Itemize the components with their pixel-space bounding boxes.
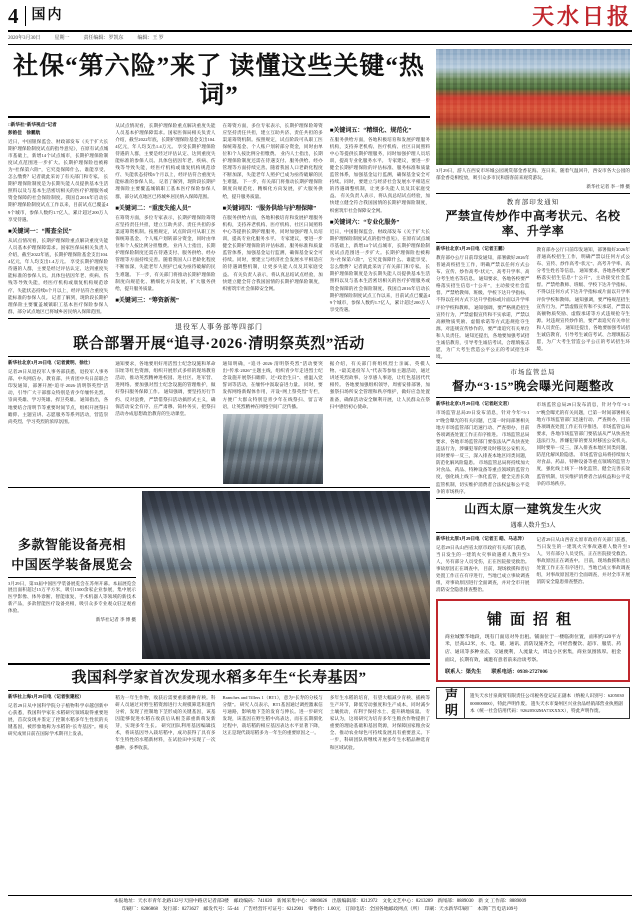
exam-rule bbox=[436, 242, 630, 243]
divider-2 bbox=[8, 487, 430, 488]
rice-col-3 bbox=[223, 694, 323, 751]
memorial-columns bbox=[8, 360, 430, 484]
lead-text-4b: 近日，中国银保监会、财政部发布《关于扩大长期护理保险制度试点的指导意见》，在原有试点城市基础上，新增14个试点城市，长期护理保险制度试点范围进一步扩大。长期护理保险也被称为“社保第六险”，它究竟保障什么、谁能享受、怎么缴费？记者就此采访了有关部门和专家。 长期护理保险制度是为长期失能人员提供基本生活照料以及与基本生活密切相关的医疗护理服务或资金保障的社会保险制度。我国自2016年启动长期护理保险制度试点工作以来，目前试点已覆盖49个城市，参保人数约1.7亿人，累计超过200万人享受待遇。 bbox=[329, 228, 430, 312]
lead-col-2 bbox=[115, 122, 215, 316]
issue-meta bbox=[8, 32, 632, 45]
issue-weekday: 星期一 bbox=[54, 36, 70, 41]
declaration-title-wrap bbox=[437, 688, 465, 718]
lead-text-4: 在服务供给方面，各地积极培育和发展护理服务机构，支持养老机构、医疗机构、社区日间照料中心等提供长期护理服务，同时加强护理人员培训，提高专业化服务水平。 专家建议，要进一步健全长期护理保险的评估标准、服务标准和质量监管体系，加强基金运行监测，确保基金安全可持续。同时，要建立与经济社会发展水平相适应的待遇调整机制，让更多失能人员及其家庭受益。 有关负责人表示，将认真总结试点经验，加快建立健全符合我国国情的长期护理保险制度，织密筑牢社会保障安全网。 bbox=[329, 136, 430, 213]
ad-title: 铺面招租 bbox=[486, 611, 579, 628]
lead-text-3b: 在服务供给方面，各地积极培育和发展护理服务机构，支持养老机构、医疗机构、社区日间照料中心等提供长期护理服务，同时加强护理人员培训，提高专业化服务水平。 专家建议，要进一步健全长期护理保险的评估标准、服务标准和质量监管体系，加强基金运行监测，确保基金安全可持续。同时，要建立与经济社会发展水平相适应的待遇调整机制，让更多失能人员及其家庭受益。 有关负责人表示，将认真总结试点经验，加快建立健全符合我国国情的长期护理保险制度，织密筑牢社会保障安全网。 bbox=[222, 214, 323, 291]
lead-col-1 bbox=[8, 122, 108, 316]
rice-col-2 bbox=[115, 694, 215, 751]
lead-reporters: 彭韵佳 徐鹏航 bbox=[8, 129, 41, 135]
lead-text-1b: 从试点情况看，长期护理保险重点解决重度失能人员基本护理保障需求。国家医保局相关负责人介绍，截至2022年底，长期护理保险基金支出104.4亿元，年人均支出1.4万元。 享受长期护理保险待遇的人群，主要是经过评估认定、达到重度失能标准的参保人员。具体包括因年老、疾病、伤残等导致失能，经医疗机构或康复机构规范诊疗、失能状态持续6个月以上，经评估符合重度失能标准的参保人员。 记者了解到，现阶段长期护理保险主要覆盖城镇职工基本医疗保险参保人群，部分试点地区已将城乡居民纳入保障范围。 bbox=[8, 237, 109, 314]
exam-kicker: 教育部印发通知 bbox=[506, 198, 560, 206]
left-zone bbox=[8, 49, 430, 751]
memorial-col-3 bbox=[223, 360, 323, 484]
rice-rule bbox=[8, 690, 430, 691]
ad-contact-value-2: 0938-2727006 bbox=[517, 669, 548, 676]
exam-text: 教育部办公厅日前印发通知，部署做好2026年普通高校招生工作，明确严禁以任何方式公布、宣传、炒作高考“状元”、高考升学率、高分考生姓名等信息。 通知要求，各地各校要严格落实招生信息“十公开”，主动接受社会监督。严禁给教师、班级、学校下达升学指标，不得以任何方式下达升学指标或片面以升学率评价学校和教师。 通知强调，要严格规范招生宣传行为，严禁虚假宣传和不实承诺，严禁以高额物质奖励、虚假承诺等方式违规抢夺生源。对违规宣传炒作的，要严肃追究有关单位和人员责任。 通知还提出，各地要加强考试招生诚信教育，引导考生诚信考试、合理填报志愿，为广大考生营造公平公正的考试招生环境。 bbox=[436, 254, 530, 360]
ad-text: 商业城繁华地段，现有门面房对外出租。铺面位于一楼临街位置，面积约120平方米，层高4.2米，水、电、暖、通讯、消防设施齐全，可经营餐饮、超市、服装、药店、通讯等多种业态，交通便利，人流量大，周边小区密集，商业氛围浓厚。租金面议，长期有效，诚邀有意者前来洽谈考察。 bbox=[445, 634, 621, 663]
supervise-story bbox=[436, 367, 630, 494]
memorial-text-3: 通知明确，“追寻·2026·清明祭英烈”活动要突出“传承·2026”主题主线，组织青少年走进烈士纪念设施开展祭扫瞻仰、过“政治生日”、重温入党誓词等活动，在缅怀中汲取奋进力量。 同时，要发挥网络新媒体作用，开设“网上祭英烈”专栏，方便广大群众特别是青少年在线祭扫、留言寄语，让英烈精神在网络空间广泛传播。 bbox=[222, 361, 323, 409]
rice-text-3: Branches and Tillers 1（BT1），意为“长寿的分枝与分蘖”。 研究人员表示，BT1基因通过调控激素信号通路，影响地下茎的发育与伸长。进一步研究发现，该基因在野生稻中高表达，而在长期驯化过程中，栽培稻的相应基因表达水平显著下降，这正是现代栽培稻多为一年生的重要原因之一。 bbox=[222, 694, 323, 736]
ad-contact-phone bbox=[491, 668, 547, 675]
rental-ad bbox=[436, 599, 630, 683]
memorial-text-2: 通知要求，各地要用好用活烈士纪念设施和革命旧址等红色资源，组织开展形式多样的现场教育活动，推动英烈精神进校园、进社区、进军营、进网络。要加强对烈士纪念设施的管理维护，做好祭扫服务保障工作。 通知强调，要坚持厉行节约、反对浪费，严禁借祭扫活动搞形式主义，确保活动安全有序、庄严肃穆、简朴务实，把祭扫活动办成思想政治教育的生动课堂。 bbox=[115, 361, 216, 416]
issue-editor: 编辑：王 罗 bbox=[137, 36, 164, 41]
expo-feature bbox=[8, 491, 430, 659]
declaration-box bbox=[436, 687, 630, 719]
lead-headline: 社保“第六险”来了 读懂这些关键“热词” bbox=[13, 53, 425, 109]
supervise-col-1 bbox=[436, 401, 530, 494]
tulip-credit: 新华社记者 李一博 摄 bbox=[586, 183, 630, 189]
rice-headline: 我国科学家首次发现水稻多年生“长寿基因” bbox=[71, 669, 367, 686]
declaration-title: 声明 bbox=[443, 688, 458, 719]
masthead-right bbox=[532, 6, 632, 28]
lead-subhead-1: ■关键词一：“需查全民” bbox=[8, 228, 72, 235]
lead-text-2: 从试点情况看，长期护理保险重点解决重度失能人员基本护理保障需求。国家医保局相关负责人介绍，截至2022年底，长期护理保险基金支出104.4亿元，年人均支出1.4万元。 享受长期护理保险待遇的人群，主要是经过评估认定、达到重度失能标准的参保人员。具体包括因年老、疾病、伤残等导致失能，经医疗机构或康复机构规范诊疗、失能状态持续6个月以上，经评估符合重度失能标准的参保人员。 记者了解到，现阶段长期护理保险主要覆盖城镇职工基本医疗保险参保人群，部分试点地区已将城乡居民纳入保障范围。 bbox=[115, 122, 216, 199]
rice-col-4 bbox=[330, 694, 430, 751]
lead-subhead-6: ■关键词六：“专业化服务” bbox=[329, 219, 400, 226]
rice-dateline: 新华社上海3月29日电（记者张建松） bbox=[8, 693, 84, 699]
lead-byline: □新华社“新华视点”记者 bbox=[8, 121, 57, 127]
section-name: 国内 bbox=[31, 8, 64, 23]
fire-col-1 bbox=[436, 536, 530, 594]
lead-columns bbox=[8, 122, 430, 316]
memorial-photo bbox=[223, 414, 323, 484]
expo-rule bbox=[8, 577, 136, 578]
exam-columns bbox=[436, 246, 630, 361]
divider-r2 bbox=[436, 363, 630, 364]
fire-rule bbox=[436, 532, 630, 533]
supervise-text-2: 市场监管总局29日发布消息，针对今年“3·15”晚会曝光的有关问题，已第一时间部署相关地方市场监管部门迅速行动、严查彻办，目前各项调查处置工作正有序推进。 市场监管总局要求，各地市场监管部门要依法从严从快查处违法行为，涉嫌犯罪的要及时移送公安机关。同时要举一反三，深入排查本地区同类问题，防范化解风险隐患。 市场监管总局将持续加大对食品、药品、特种设备等重点领域的监管力度，强化线上线下一体化监管，健全完善长效监管机制，切实维护消费者合法权益和公平竞争的市场秩序。 bbox=[536, 402, 630, 486]
memorial-col-4 bbox=[330, 360, 430, 484]
rice-columns bbox=[8, 694, 430, 751]
rice-story bbox=[8, 669, 430, 751]
paper-name: 天水日报 bbox=[531, 4, 632, 29]
fire-subtitle: 遇难人数升至3人 bbox=[510, 522, 556, 529]
footer-line-2: 印刷厂：8286868 发行部：8273627 邮发代号：55-44 广告经营许可证号：6212901 零售价：1.00元 订阅电话：全国各地邮政网点（所） 印刷：天水新华印刷厂 本期广告电话109号 bbox=[121, 906, 519, 912]
fire-text: 记者29日从山西省太原市政府有关部门获悉，当日发生的一建筑火灾事故遇难人数升至3人，另有部分人员受伤，正在医院接受救治。事故原因正在调查中。 目前，现场救援和善后处置工作正在有序进行，当地已成立事故调查组，对事故原因进行全面调查，并对全市开展消防安全隐患排查整治。 bbox=[436, 544, 530, 593]
lead-col-3 bbox=[223, 122, 323, 316]
fire-columns bbox=[436, 536, 630, 594]
issue-date: 2020年3月30日 bbox=[8, 36, 41, 41]
ad-contact-person bbox=[445, 668, 481, 675]
page-number: 4 bbox=[8, 4, 19, 28]
lead-text-3: 在筹资方面，多位专家表示，长期护理保险筹资应坚持责任共担，建立互助共济、责任共担的多渠道筹资机制。按照规定，试点阶段可从职工医保统筹基金、个人账户划转部分资金，同时由单位和个人按比例分担缴费。 业内人士指出，长期护理保险制度还需在待遇支付、服务供给、经办管理等方面持续完善。随着我国人口老龄化程度不断加深，失能老年人照护已成为亟待破解的民生难题。 下一步，有关部门将推动长期护理保险制度向规范化、精细化方向发展，扩大服务供给，提升服务质量。 bbox=[222, 122, 323, 199]
expo-text-block bbox=[8, 491, 136, 659]
fire-story bbox=[436, 502, 630, 594]
exam-text-2: 教育部办公厅日前印发通知，部署做好2026年普通高校招生工作，明确严禁以任何方式公布、宣传、炒作高考“状元”、高考升学率、高分考生姓名等信息。 通知要求，各地各校要严格落实招生信息“十公开”，主动接受社会监督。严禁给教师、班级、学校下达升学指标，不得以任何方式下达升学指标或片面以升学率评价学校和教师。 通知强调，要严格规范招生宣传行为，严禁虚假宣传和不实承诺，严禁以高额物质奖励、虚假承诺等方式违规抢夺生源。对违规宣传炒作的，要严肃追究有关单位和人员责任。 通知还提出，各地要加强考试招生诚信教育，引导考生诚信考试、合理填报志愿，为广大考生营造公平公正的考试招生环境。 bbox=[536, 246, 630, 352]
lead-subhead-3: ■关键词三：“筹资新规” bbox=[115, 297, 179, 304]
lead-subhead-2: ■关键词二：“重度失能人员” bbox=[115, 205, 191, 212]
expo-photo bbox=[142, 491, 430, 659]
issue-editor-resp: 责任编辑：罗凯东 bbox=[83, 36, 124, 41]
tulip-caption: 3月29日，游人在西安市环城公园观赏郁金香花海。连日来，随着气温回升，西安市各大公园的郁金香竞相绽放，吸引众多市民和游客前来观赏游玩。 bbox=[436, 168, 630, 180]
supervise-columns bbox=[436, 401, 630, 494]
exam-headline: 严禁宣传炒作中高考状元、名校率、升学率 bbox=[445, 208, 621, 238]
supervise-kicker: 市场监管总局 bbox=[510, 369, 556, 377]
tulip-photo-block bbox=[436, 49, 630, 190]
lead-story bbox=[8, 53, 430, 315]
lead-subhead-4: ■关键词四：“服务供给与护理保障” bbox=[222, 205, 317, 212]
expo-caption: 3月29日，第33届中国医学装备展览会在苏州开幕。本届展览会展出面积超过15万平方米，吸引1500余家企业参展，集中展示医学影像、体外诊断、智能康复、手术机器人等领域的新技术新产品，多款智能医疗设备亮相，吸引众多专业观众驻足观看体验。 bbox=[8, 580, 136, 614]
lead-rule bbox=[8, 116, 430, 118]
masthead-divider bbox=[25, 6, 26, 26]
rice-text-1: 记者29日从中国科学院分子植物科学卓越创新中心获悉，我国科学家在水稻研究领域取得重要进展，首次发现并鉴定了控制水稻多年生性状的关键基因，被形象地称为水稻的“长寿基因”。相关研究成果日前在国际学术期刊上发表。 bbox=[8, 702, 109, 737]
masthead bbox=[8, 6, 632, 32]
memorial-text-1: 记者29日从退役军人事务部获悉，退役军人事务部、中央网信办、教育部、共青团中央日前联合印发通知，部署开展“追寻·2026·清明祭英烈”活动，引导广大干部群众特别是青少年缅怀先烈、崇尚英雄、学习英雄、捍卫英雄。 通知指出，各地要结合清明节等重要时间节点，组织开展祭扫瞻仰、主题宣讲、志愿服务等系列活动，营造崇尚英烈、学习英烈的浓厚氛围。 bbox=[8, 369, 109, 424]
divider-3 bbox=[8, 663, 430, 665]
memorial-col-1 bbox=[8, 360, 108, 484]
supervise-col-2 bbox=[537, 401, 631, 494]
memorial-col-2 bbox=[115, 360, 215, 484]
ad-contact-label-2: 联系电话： bbox=[491, 669, 518, 676]
lead-subhead-5: ■关键词五：“精细化、规范化” bbox=[329, 127, 412, 134]
ad-contact-value-1: 渠先生 bbox=[465, 669, 482, 676]
memorial-headline: 联合部署开展“追寻·2026·清明祭英烈”活动 bbox=[73, 336, 365, 353]
page-footer bbox=[8, 895, 632, 914]
memorial-dateline: 新华社北京3月29日电（记者黄明、徐壮） bbox=[8, 360, 93, 366]
exam-dateline: 新华社北京3月29日电（记者王鹏） bbox=[436, 245, 508, 251]
right-zone bbox=[436, 49, 630, 751]
supervise-headline: 督办“3·15”晚会曝光问题整改 bbox=[451, 379, 614, 394]
expo-headline-2: 中国医学装备展览会 bbox=[11, 556, 133, 572]
memorial-story bbox=[8, 322, 430, 484]
lead-text-2b: 在筹资方面，多位专家表示，长期护理保险筹资应坚持责任共担，建立互助共济、责任共担的多渠道筹资机制。按照规定，试点阶段可从职工医保统筹基金、个人账户划转部分资金，同时由单位和个人按比例分担缴费。 业内人士指出，长期护理保险制度还需在待遇支付、服务供给、经办管理等方面持续完善。随着我国人口老龄化程度不断加深，失能老年人照护已成为亟待破解的民生难题。 下一步，有关部门将推动长期护理保险制度向规范化、精细化方向发展，扩大服务供给，提升服务质量。 bbox=[115, 214, 216, 291]
exam-story bbox=[436, 197, 630, 361]
rice-text-2: 稻为一年生作物，收获后需要重新播种育秧。科研人员通过对野生稻资源进行大规模筛选和遗传分析，发现了控制地下茎形成的关键基因，该基因能够促进水稻在收获后从根茎部重新萌发新芽，实现多年生长。 研究团队利用基因编辑技术，将该基因导入栽培稻中，成功获得了具有多年生特性的水稻新材料，在试验田中实现了一次播种、多季收获。 bbox=[115, 694, 216, 750]
memorial-kicker: 退役军人事务部等四部门 bbox=[175, 323, 263, 332]
ad-contact-label-1: 联系人： bbox=[445, 669, 466, 676]
page-body bbox=[8, 49, 632, 751]
rice-text-4: 多年生水稻的培育，有望大幅减少育秧、插秧等生产环节，降低劳动强度和生产成本，同时减少土壤扰动，有利于保持水土、提升耕地质量。 专家认为，这项研究为培育多年生粮食作物提供了重要的理论基础和基因资源，对保障国家粮食安全、推动农业绿色可持续发展具有重要意义。下一步，科研团队将继续开展多年生水稻品种选育和区域试验。 bbox=[329, 694, 430, 750]
memorial-text-4: 据介绍，有关部门将组织烈士亲属、英模人物、“最美退役军人”代表等参加主题活动，通过讲述英烈故事、分享感人事迹，让红色基因代代相传。 各地要加强组织领导，周密安排部署，加强祭扫场所安全管理和秩序维护，做好应急处置准备，确保活动安全顺利开展，让人民群众在祭扫中感悟初心使命。 bbox=[329, 361, 430, 409]
divider-r1 bbox=[436, 193, 630, 194]
fire-dateline: 新华社太原3月29日电（记者王 皓、马志异） bbox=[436, 535, 527, 541]
supervise-rule bbox=[436, 397, 630, 398]
tulip-photo bbox=[436, 49, 630, 165]
fire-headline: 山西太原一建筑发生火灾 bbox=[464, 501, 602, 516]
rice-col-1 bbox=[8, 694, 108, 751]
lead-col-4 bbox=[330, 122, 430, 316]
expo-credit: 新华社记者 李 博 摄 bbox=[95, 617, 136, 623]
ad-contacts bbox=[445, 668, 621, 675]
supervise-dateline: 新华社北京3月29日电（记者赵文君） bbox=[436, 401, 512, 407]
supervise-text: 市场监管总局29日发布消息，针对今年“3·15”晚会曝光的有关问题，已第一时间部署相关地方市场监管部门迅速行动、严查彻办，目前各项调查处置工作正有序推进。 市场监管总局要求，各地市场监管部门要依法从严从快查处违法行为，涉嫌犯罪的要及时移送公安机关。同时要举一反三，深入排查本地区同类问题，防范化解风险隐患。 市场监管总局将持续加大对食品、药品、特种设备等重点领域的监管力度，强化线上线下一体化监管，健全完善长效监管机制，切实维护消费者合法权益和公平竞争的市场秩序。 bbox=[436, 410, 530, 494]
footer-line-1: 本报地址：天水市青年北路132号天圆中路店记者部3楼 邮政编码：741020 新闻采集中心：8889026 出版编辑部：8212972 文化文艺中心：8213289 新闻部：8889030 新 文 工作部：8889009 bbox=[113, 898, 527, 904]
fire-col-2 bbox=[537, 536, 631, 594]
divider-r3 bbox=[436, 498, 630, 499]
exam-col-1 bbox=[436, 246, 530, 361]
lead-text-1: 近日，中国银保监会、财政部发布《关于扩大长期护理保险制度试点的指导意见》，在原有试点城市基础上，新增14个试点城市，长期护理保险制度试点范围进一步扩大。长期护理保险也被称为“社保第六险”，它究竟保障什么、谁能享受、怎么缴费？记者就此采访了有关部门和专家。 长期护理保险制度是为长期失能人员提供基本生活照料以及与基本生活密切相关的医疗护理服务或资金保障的社会保险制度。我国自2016年启动长期护理保险制度试点工作以来，目前试点已覆盖49个城市，参保人数约1.7亿人，累计超过200万人享受待遇。 bbox=[8, 138, 109, 222]
memorial-rule bbox=[8, 356, 430, 357]
divider-1 bbox=[8, 318, 430, 319]
expo-photo-wrap bbox=[142, 491, 430, 659]
fire-text-2: 记者29日从山西省太原市政府有关部门获悉，当日发生的一建筑火灾事故遇难人数升至3人，另有部分人员受伤，正在医院接受救治。事故原因正在调查中。 目前，现场救援和善后处置工作正在有序进行，当地已成立事故调查组，对事故原因进行全面调查，并对全市开展消防安全隐患排查整治。 bbox=[536, 536, 630, 585]
expo-headline-1: 多款智能设备亮相 bbox=[17, 536, 126, 552]
declaration-text: 遗失天水甘泉商贸有限责任公司税务登记证正副本（纳税人识别号：6205030000000000），特此声明作废。 遗失天水市秦州区兴业食品经销部营业执照副本（统一社会信用代码：92620502MA73XXXX），特此声明作废。 bbox=[470, 693, 624, 713]
exam-col-2 bbox=[537, 246, 631, 361]
